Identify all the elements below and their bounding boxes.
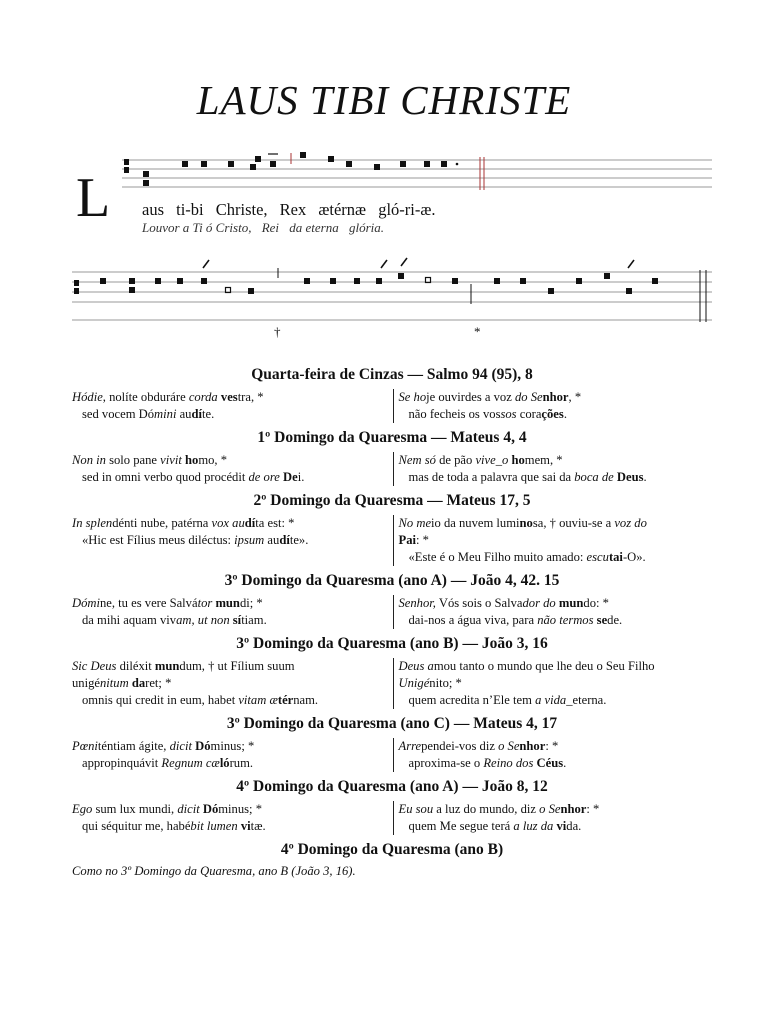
reading-section [72, 841, 712, 879]
text-segment: Regnum cæ [161, 756, 220, 770]
latin-column [72, 515, 393, 566]
text-segment: dai-nos a água viva, para [408, 613, 538, 627]
portuguese-column [393, 658, 713, 709]
text-segment: . [563, 407, 567, 421]
reading-section [72, 492, 712, 566]
text-segment: : * [416, 533, 429, 547]
text-segment: dénti nube, patérna [112, 516, 212, 530]
verse-columns [72, 515, 712, 566]
text-segment: sed in omni verbo quod procédit [82, 470, 249, 484]
latin-verse-line [72, 658, 386, 675]
text-segment: diléxit [116, 659, 155, 673]
text-segment: Nem só [398, 453, 436, 467]
text-segment: Sic [72, 659, 88, 673]
text-segment: In splen [72, 516, 113, 530]
latin-column [72, 389, 393, 423]
latin-verse-line [72, 612, 386, 629]
text-segment: da. [566, 819, 582, 833]
portuguese-verse-line [399, 595, 713, 612]
text-segment: Arre [398, 739, 422, 753]
latin-verse-line [72, 532, 386, 549]
text-segment: sí [232, 613, 242, 627]
antiphon-translation-part: da eterna [289, 220, 339, 235]
text-segment: vox au [211, 516, 245, 530]
text-segment: «Hic est Fílius meus diléctus: [82, 533, 235, 547]
text-segment: ho [511, 453, 525, 467]
antiphon-staff [0, 152, 768, 192]
text-segment: téntiam ágite, [97, 739, 170, 753]
reading-section [72, 778, 712, 835]
verse-columns [72, 452, 712, 486]
text-segment: tor [197, 596, 213, 610]
antiphon-syllable: Christe, [215, 200, 268, 219]
text-segment: nam. [293, 693, 319, 707]
text-segment: tér [277, 693, 294, 707]
section-heading: Quarta-feira de Cinzas — Salmo 94 (95), 8 [251, 366, 533, 383]
antiphon-portuguese-text [142, 220, 391, 236]
portuguese-column [393, 452, 713, 486]
text-segment: solo pane [105, 453, 161, 467]
portuguese-column [393, 389, 713, 423]
reading-section [72, 366, 712, 423]
latin-verse-line [72, 389, 386, 406]
text-segment: nhor [519, 739, 546, 753]
text-segment: da mihi aquam viv [82, 613, 177, 627]
text-segment: qui séquitur me, habé [82, 819, 191, 833]
portuguese-verse-line [399, 389, 713, 406]
text-segment: escu [586, 550, 609, 564]
section-heading: 4º Domingo da Quaresma (ano A) — João 8, 12 [236, 778, 548, 795]
antiphon-latin-text [142, 200, 441, 220]
antiphon-translation-part: glória. [349, 220, 385, 235]
text-segment: de ore [248, 470, 280, 484]
text-segment: Deus [616, 470, 644, 484]
latin-verse-line [72, 801, 386, 818]
reading-section [72, 715, 712, 772]
text-segment: tai [608, 550, 623, 564]
text-segment: bit lumen [190, 819, 238, 833]
text-segment: ipsum [234, 533, 265, 547]
text-segment: : * [545, 739, 559, 753]
text-segment: mun [215, 596, 240, 610]
latin-verse-line [72, 469, 386, 486]
text-segment: sum lux mundi, [92, 802, 178, 816]
text-segment: Eu sou [398, 802, 434, 816]
text-segment: nito; * [429, 676, 462, 690]
portuguese-verse-line [399, 658, 713, 675]
text-segment: sed vocem Dó [82, 407, 155, 421]
text-segment: vivit [160, 453, 182, 467]
section-heading: 4º Domingo da Quaresma (ano B) [280, 841, 504, 858]
text-segment: sa, † ouviu-se a [532, 516, 615, 530]
text-segment: am, ut non [176, 613, 230, 627]
reading-section [72, 635, 712, 709]
portuguese-verse-line [399, 532, 713, 549]
psalm-tone-staff [0, 256, 768, 326]
text-segment: nitum [99, 676, 129, 690]
latin-column [72, 452, 393, 486]
section-heading: 3º Domingo da Quaresma (ano C) — Mateus 4, 17 [226, 715, 558, 732]
portuguese-verse-line [399, 818, 713, 835]
text-segment: Non in [72, 453, 106, 467]
latin-column [72, 658, 393, 709]
portuguese-column [393, 801, 713, 835]
text-segment: Dómi [72, 596, 100, 610]
text-segment: de. [607, 613, 623, 627]
antiphon-syllable: Rex [279, 200, 307, 219]
text-segment: mem, * [524, 453, 563, 467]
text-segment: sos [500, 407, 517, 421]
text-segment: nhor [542, 390, 569, 404]
section-note: Como no 3º Domingo da Quaresma, ano B (João 3, 16). [72, 864, 356, 878]
text-segment: mun [558, 596, 584, 610]
text-segment: a vida_ [535, 693, 573, 707]
text-segment: a luz do mundo, diz [433, 802, 540, 816]
asterisk-marker: * [474, 324, 481, 339]
text-segment: eterna. [572, 693, 607, 707]
text-segment: mas de toda a palavra que sai da [408, 470, 575, 484]
portuguese-verse-line [399, 515, 713, 532]
portuguese-verse-line [399, 452, 713, 469]
latin-verse-line [72, 406, 386, 423]
text-segment: tra, * [237, 390, 264, 404]
portuguese-verse-line [399, 612, 713, 629]
section-heading: 2º Domingo da Quaresma — Mateus 17, 5 [253, 492, 531, 509]
text-segment: de pão [435, 453, 476, 467]
latin-verse-line [72, 595, 386, 612]
text-segment: dicit [169, 739, 192, 753]
latin-column [72, 595, 393, 629]
text-segment: Pai [398, 533, 416, 547]
antiphon-translation-part: Rei [261, 220, 280, 235]
text-segment: Deus a [398, 659, 434, 673]
text-segment: tæ. [250, 819, 266, 833]
text-segment: ves [220, 390, 238, 404]
dagger-marker: † [274, 324, 281, 339]
text-segment: Se ho [398, 390, 427, 404]
text-segment: di; * [239, 596, 263, 610]
text-segment: omnis qui credit in eum, habet [82, 693, 239, 707]
text-segment: o Se [539, 802, 561, 816]
antiphon-syllable: gló-ri-æ. [378, 200, 436, 219]
text-segment: aproxima-se o [408, 756, 484, 770]
text-segment: Unigé [398, 676, 430, 690]
portuguese-verse-line [399, 469, 713, 486]
text-segment: Senhor, [398, 596, 436, 610]
portuguese-verse-line [399, 738, 713, 755]
latin-column [72, 801, 393, 835]
text-segment: o Se [498, 739, 520, 753]
section-heading: 1º Domingo da Quaresma — Mateus 4, 4 [257, 429, 527, 446]
text-segment: do Se [514, 390, 543, 404]
text-segment: vi [240, 819, 251, 833]
text-segment: rum. [229, 756, 254, 770]
text-segment: dor do [522, 596, 556, 610]
verse-columns [72, 801, 712, 835]
verse-columns [72, 595, 712, 629]
portuguese-verse-line [399, 692, 713, 709]
verse-columns [72, 738, 712, 772]
latin-column [72, 738, 393, 772]
latin-verse-line [72, 452, 386, 469]
text-segment: De [283, 470, 298, 484]
text-segment: . [563, 756, 567, 770]
text-segment: minus; * [218, 802, 262, 816]
text-segment: dum, † ut Fílium suum [179, 659, 295, 673]
latin-verse-line [72, 692, 386, 709]
portuguese-verse-line [399, 549, 713, 566]
portuguese-column [393, 515, 713, 566]
text-segment: minus; * [210, 739, 255, 753]
text-segment: dí [191, 407, 202, 421]
latin-verse-line [72, 515, 386, 532]
text-segment: au [176, 407, 192, 421]
portuguese-verse-line [399, 801, 713, 818]
portuguese-verse-line [399, 675, 713, 692]
text-segment: mun [154, 659, 180, 673]
portuguese-verse-line [399, 755, 713, 772]
portuguese-column [393, 738, 713, 772]
text-segment: au [264, 533, 280, 547]
text-segment: a luz da [513, 819, 554, 833]
initial-letter: L [76, 167, 111, 229]
reading-section [72, 572, 712, 629]
portuguese-column [393, 595, 713, 629]
text-segment: da [131, 676, 146, 690]
text-segment: quem Me segue terá [408, 819, 514, 833]
verse-columns [72, 658, 712, 709]
text-segment: pendei-vos diz [421, 739, 499, 753]
verse-columns [72, 389, 712, 423]
text-segment: não termos [537, 613, 594, 627]
text-segment: nhor [560, 802, 587, 816]
text-segment: Dó [195, 739, 211, 753]
text-segment: ho [185, 453, 199, 467]
latin-verse-line [72, 675, 386, 692]
text-segment: no [519, 516, 533, 530]
text-segment: appropinquávit [82, 756, 162, 770]
text-segment: te. [202, 407, 215, 421]
section-heading: 3º Domingo da Quaresma (ano A) — João 4, 42. 15 [224, 572, 560, 589]
text-segment: ne, tu es vere Salvá [100, 596, 198, 610]
text-segment: mini [154, 407, 177, 421]
text-segment: ret; * [145, 676, 172, 690]
text-segment: ló [219, 756, 230, 770]
text-segment: te». [289, 533, 309, 547]
text-segment: i. [297, 470, 305, 484]
text-segment: não fecheis os vos [408, 407, 501, 421]
text-segment: quem acredita n’Ele tem [408, 693, 536, 707]
section-heading: 3º Domingo da Quaresma (ano B) — João 3, 16 [236, 635, 548, 652]
text-segment: Deus [90, 659, 117, 673]
text-segment: Pœni [72, 739, 98, 753]
text-segment: corda [188, 390, 218, 404]
readings-list [72, 366, 712, 885]
text-segment: dicit [177, 802, 200, 816]
text-segment: -O». [622, 550, 646, 564]
text-segment: Ego [72, 802, 93, 816]
text-segment: Dó [202, 802, 219, 816]
text-segment: vi [556, 819, 567, 833]
text-segment: vive_o [475, 453, 509, 467]
text-segment: , nolíte obduráre [102, 390, 189, 404]
text-segment: Reino dos [483, 756, 534, 770]
text-segment: Vós sois o Salva [435, 596, 523, 610]
latin-verse-line [72, 738, 386, 755]
text-segment: do: * [583, 596, 609, 610]
text-segment: , * [568, 390, 582, 404]
antiphon-translation-part: Louvor a Ti ó Cristo, [142, 220, 252, 235]
antiphon-syllable: ætérnæ [318, 200, 367, 219]
text-segment: se [596, 613, 608, 627]
text-segment: unigé [72, 676, 100, 690]
text-segment: je ouvirdes a voz [426, 390, 515, 404]
text-segment: «Este é o Meu Filho muito amado: [408, 550, 587, 564]
text-segment: ções [541, 407, 564, 421]
text-segment: Céus [536, 756, 564, 770]
portuguese-verse-line [399, 406, 713, 423]
text-segment: cora [516, 407, 542, 421]
text-segment: dí [244, 516, 256, 530]
text-segment: mou tanto o mundo que lhe deu o Seu Filho [433, 659, 655, 673]
text-segment: : * [586, 802, 600, 816]
text-segment: ta est: * [255, 516, 295, 530]
text-segment: vitam æ [238, 693, 278, 707]
antiphon-syllable: ti-bi [176, 200, 204, 219]
text-segment: Hódie [72, 390, 103, 404]
page-title: LAUS TIBI CHRISTE [196, 77, 572, 123]
text-segment: mo, * [198, 453, 228, 467]
text-segment: boca de [574, 470, 614, 484]
text-segment: . [643, 470, 647, 484]
text-segment: voz do [614, 516, 647, 530]
reading-section [72, 429, 712, 486]
latin-verse-line [72, 755, 386, 772]
latin-verse-line [72, 818, 386, 835]
text-segment: dí [279, 533, 290, 547]
antiphon-syllable: aus [142, 200, 164, 219]
text-segment: No me [398, 516, 432, 530]
text-segment: tiam. [241, 613, 267, 627]
text-segment: io da nuvem lumi [431, 516, 520, 530]
